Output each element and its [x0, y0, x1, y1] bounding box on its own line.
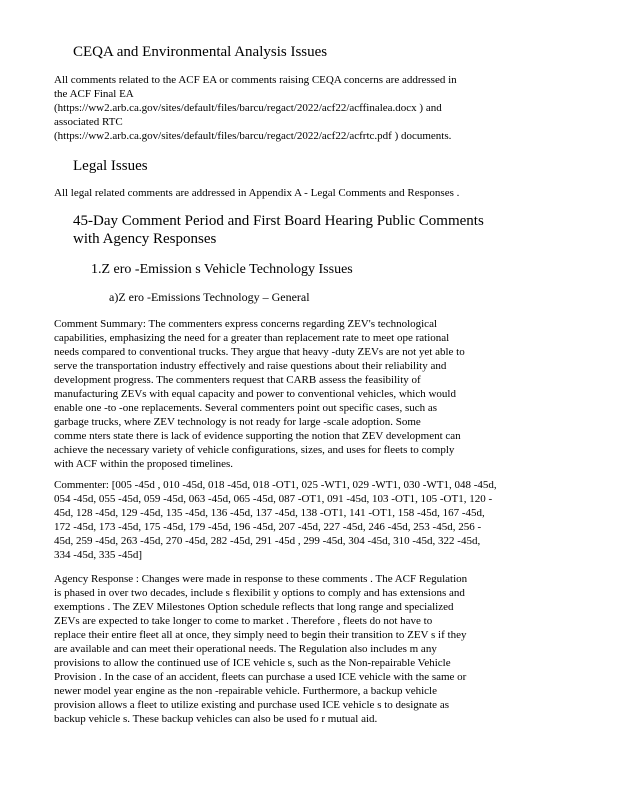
comment-period-heading-line: with Agency Responses	[73, 231, 217, 247]
commenter-line: 45d, 259 -45d, 263 -45d, 270 -45d, 282 -45d, 291 -45d , 299 -45d, 304 -45d, 310 -45d, 322 -45d,	[54, 535, 481, 547]
comment-period-heading-line: 45-Day Comment Period and First Board Hearing Public Comments	[73, 213, 484, 229]
summary-line: manufacturing ZEVs with equal capacity and power to conventional vehicles, which would	[54, 388, 456, 400]
ceqa-line: the ACF Final EA	[54, 88, 134, 100]
commenter-line: 172 -45d, 173 -45d, 175 -45d, 179 -45d, 196 -45d, 207 -45d, 227 -45d, 246 -45d, 253 -45d, 256 -	[54, 521, 482, 533]
response-line: Agency Response : Changes were made in response to these comments . The ACF Regulation	[54, 573, 468, 585]
summary-line: achieve the necessary variety of vehicle configurations, sizes, and uses for fleets to comply	[54, 444, 455, 456]
ceqa-line: (https://ww2.arb.ca.gov/sites/default/files/barcu/regact/2022/acf22/acffinalea.docx ) and	[54, 102, 442, 114]
summary-line: serve the transportation industry effectively and raise questions about their reliability and	[54, 360, 447, 372]
summary-line: development progress. The commenters request that CARB assess the feasibility of	[54, 374, 421, 386]
ceqa-line: All comments related to the ACF EA or comments raising CEQA concerns are addressed in	[54, 74, 457, 86]
legal-line: All legal related comments are addressed in Appendix A - Legal Comments and Responses .	[54, 187, 460, 199]
response-line: are available and can meet their operational needs. The Regulation also includes m any	[54, 643, 437, 655]
zev-issues-heading: 1.Z ero -Emission s Vehicle Technology Issues	[91, 262, 353, 277]
legal-paragraph	[54, 186, 559, 200]
ceqa-line: associated RTC	[54, 116, 123, 128]
response-line: backup vehicle s. These backup vehicles can also be used fo r mutual aid.	[54, 713, 378, 725]
response-line: is phased in over two decades, include s flexibilit y options to comply and has extensions and	[54, 587, 465, 599]
summary-line: Comment Summary: The commenters express concerns regarding ZEV's technological	[54, 318, 438, 330]
response-line: exemptions . The ZEV Milestones Option schedule reflects that long range and specialized	[54, 601, 454, 613]
summary-line: with ACF within the proposed timelines.	[54, 458, 234, 470]
ceqa-paragraph	[54, 73, 559, 143]
commenter-list-paragraph	[54, 478, 559, 562]
response-line: newer model year engine as the non -repairable vehicle. Furthermore, a backup vehicle	[54, 685, 437, 697]
summary-line: needs compared to conventional trucks. They argue that heavy -duty ZEVs are not yet able to	[54, 346, 465, 358]
comment-summary-paragraph	[54, 317, 559, 471]
agency-response-paragraph	[54, 572, 559, 726]
legal-heading: Legal Issues	[73, 158, 148, 174]
response-line: replace their entire fleet all at once, they simply need to begin their transition to ZEV s if they	[54, 629, 467, 641]
commenter-line: 054 -45d, 055 -45d, 059 -45d, 063 -45d, 065 -45d, 087 -OT1, 091 -45d, 103 -OT1, 105 -OT1, 120 -	[54, 493, 493, 505]
summary-line: comme nters state there is lack of evidence supporting the notion that ZEV development can	[54, 430, 461, 442]
summary-line: enable one -to -one replacements. Several commenters point out specific cases, such as	[54, 402, 438, 414]
comment-period-heading	[73, 212, 484, 248]
ceqa-heading: CEQA and Environmental Analysis Issues	[73, 44, 328, 60]
summary-line: capabilities, emphasizing the need for a greater than replacement rate to meet ope rational	[54, 332, 450, 344]
zev-general-heading: a)Z ero -Emissions Technology – General	[109, 290, 310, 304]
summary-line: garbage trucks, where ZEV technology is not ready for large -scale adoption. Some	[54, 416, 421, 428]
commenter-line: 45d, 128 -45d, 129 -45d, 135 -45d, 136 -45d, 137 -45d, 138 -OT1, 141 -OT1, 158 -45d, 167 -45d,	[54, 507, 485, 519]
commenter-line: 334 -45d, 335 -45d]	[54, 549, 142, 561]
ceqa-line: (https://ww2.arb.ca.gov/sites/default/files/barcu/regact/2022/acf22/acfrtc.pdf ) documents.	[54, 130, 452, 142]
commenter-line: Commenter: [005 -45d , 010 -45d, 018 -45d, 018 -OT1, 025 -WT1, 029 -WT1, 030 -WT1, 048 -45d,	[54, 479, 497, 491]
response-line: provision allows a fleet to utilize existing and purchase used ICE vehicle s to designate as	[54, 699, 449, 711]
response-line: ZEVs are expected to take longer to come to market . Therefore , fleets do not have to	[54, 615, 433, 627]
response-line: provisions to allow the continued use of ICE vehicle s, such as the Non-repairable Vehicle	[54, 657, 451, 669]
response-line: Provision . In the case of an accident, fleets can purchase a used ICE vehicle with the same or	[54, 671, 467, 683]
